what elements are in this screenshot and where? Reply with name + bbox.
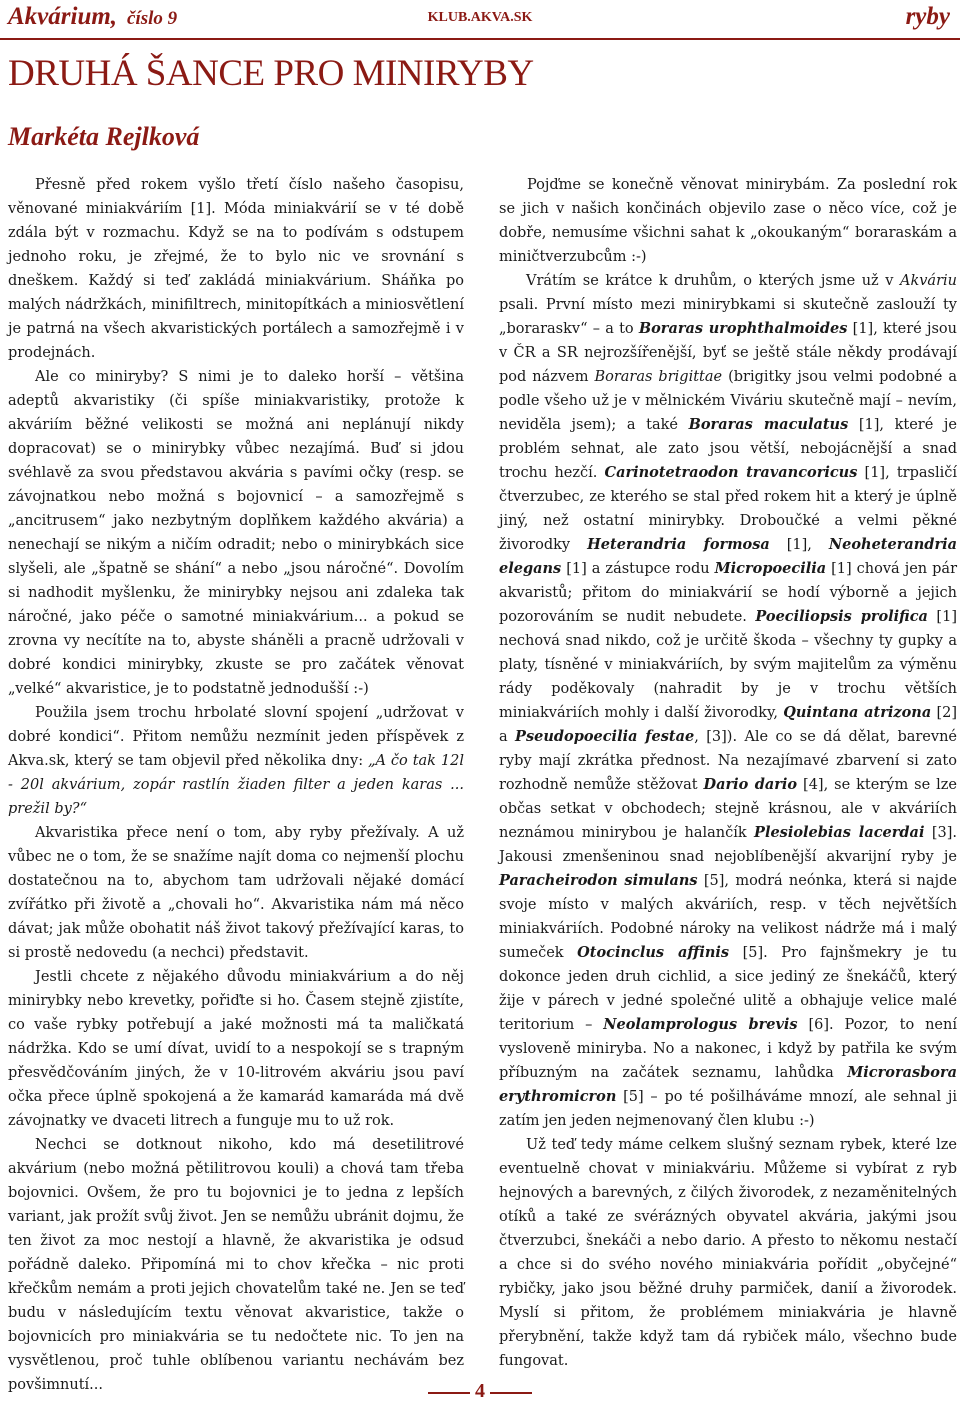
paragraph-text: [5]. Pro fajnšmekry je tu dokonce jeden druh cichlid, a sice jediný ze šnekáčů, který žije v párech v jedné společné ulitě a obhajuje velice malé teritorium – (499, 945, 957, 1033)
issue-number: číslo 9 (127, 8, 178, 29)
paragraph-text: psali. První místo mezi minirybkami si skutečně zaslouží ty „boraraskv“ – a to (499, 297, 957, 337)
paragraph-text: (brigitky jsou velmi podobné a podle všeho už je v mělnickém Viváriu skutečně mají – nevím, neviděla jsem); a také (499, 369, 957, 433)
species-name: Boraras brigittae (594, 369, 723, 385)
header-divider (0, 38, 960, 40)
paragraph: Ale co miniryby? S nimi je to daleko horší – většina adeptů akvaristiky (či spíše miniakvaristiky, protože k akváriím běžné velikosti se možná ani neplánují nikdy dopracovat) se o minirybky vůbec nezajímá. Buď si jdou svéhlavě za svou představou akvária s pavími očky (resp. se závojnatkou nebo možná s bojovnicí – a samozřejmě s „ancitrusem“ jako nezbytným doplňkem každého akvária) a nenechají se nikým a ničím odradit; nebo o minirybkách sice slyšeli, ale „špatně se shání“ a nebo „jsou náročné“. Dovolím si nadhodit myšlenku, že minirybky nejsou ani zdaleka tak náročné, jako péče o samotné miniakvárium... a pokud se zrovna vy necítíte na to, abyste sháněli a pracně udržovali v dobré kondici minirybky, zkuste se pro začátek věnovat „velké“ akvaristice, je to podstatně jednodušší :-) (8, 369, 464, 697)
species-name: Microrasbora erythromicron (499, 1064, 957, 1105)
paragraph-text: [1], které je problém sehnat, ale zato jsou větší, nebojácnější a snad trochu hezčí. (499, 417, 958, 481)
species-name: Boraras urophthalmoides (638, 320, 848, 337)
paragraph-text: [5] – po té pošilháváme mnozí, ale sehnal ji zatím jen jeden nejmenovaný člen klubu :-) (499, 1089, 957, 1129)
paragraph-text: , [3]). Ale co se dá dělat, barevné ryby mají zkrátka přednost. Na nezajímavé zbarvení si zato rozhodně nemůže stěžovat (499, 729, 957, 793)
site-link[interactable]: KLUB.AKVA.SK (427, 10, 533, 25)
species-name: Otocinclus affinis (577, 944, 730, 961)
species-name: Plesiolebias lacerdai (754, 824, 925, 841)
species-name: Micropoecilia (714, 560, 827, 577)
species-name: Poeciliopsis prolifica (755, 608, 928, 625)
magazine-reference: Akváriu (899, 273, 957, 289)
paragraph-text: [3]. Jakousi zmenšeninou snad nejoblíbenější akvarijní ryby je (499, 825, 958, 865)
species-name: Carinotetraodon travancoricus (604, 464, 858, 481)
paragraph: Pojďme se konečně věnovat minirybám. Za poslední rok se jich v našich končinách objevilo zase o něco více, což je dobře, nemusíme všichni sahat k „okoukaným“ boraraskám a miničtverzubcům :-) (499, 177, 957, 265)
paragraph: Už teď tedy máme celkem slušný seznam rybek, které lze eventuelně chovat v miniakváriu. Můžeme si vybírat z ryb hejnových a barevných, z čilých živorodek, z nezaměnitelných otíků a také ze svérázných obyvatel akvária, jakými jsou čtverzubci, šnekáči a nebo dario. A přesto to někomu nestačí a chce si do svého nového miniakvária pořídit „obyčejné“ rybičky, jako jsou běžné druhy parmiček, danií a živorodek. Myslí si přitom, že problémem miniakvária je hlavně přerybnění, takže když tam dá rybiček málo, všechno bude fungovat. (499, 1137, 957, 1369)
paragraph-text: [1], trpasličí čtverzubec, ze kterého se stal před rokem hit a který je úplně jiný, než ostatní minirybky. Droboučké a velmi pěkné živorodky (499, 465, 958, 553)
species-name: Dario dario (703, 776, 798, 793)
species-name: Neolamprologus brevis (603, 1016, 798, 1033)
paragraph-text: [6]. Pozor, to není vysloveně miniryba. No a nakonec, i když by patřila ke svým příbuzným na začátek seznamu, lahůdka (499, 1017, 957, 1081)
left-column (8, 173, 464, 1397)
paragraph: Přesně před rokem vyšlo třetí číslo našeho časopisu, věnované miniakváriím [1]. Móda miniakvárií se v té době zdála být v rozmachu. Když se na to podívám s odstupem jednoho roku, je zřejmé, že to bylo nic ve srovnání s dneškem. Každý si teď zakládá miniakvárium. Sháňka po malých nádržkách, minifiltrech, minitopítkách a miniosvětlení je patrná na všech akvaristických portálech a samozřejmě i v prodejnách. (8, 177, 464, 361)
forum-quote: „A čo tak 12l - 20l akvárium, zopár rastlín žiaden filter a jeden karas ... prežil by?“ (8, 753, 464, 817)
article-author: Markéta Rejlková (8, 122, 200, 151)
page-footer (0, 1380, 960, 1402)
paragraph-text: [5], modrá neónka, která si najde svoje místo v malých akváriích, resp. v těch největších miniakváriích. Podobné nároky na velikost nádrže má i malý sumeček (499, 873, 957, 961)
paragraph: Akvaristika přece není o tom, aby ryby přežívaly. A už vůbec ne o tom, že se snažíme najít doma co nejmenší plochu dostatečnou na to, abychom tam udržovali nějaké domácí zvířátko při životě a „chovali ho“. Akvaristika nám má něco dávat; jak může obohatit náš život takový přežívající karas, to si prostě nedovedu (a nechci) představit. (8, 825, 464, 961)
paragraph: Nechci se dotknout nikoho, kdo má desetilitrové akvárium (nebo možná pětilitrovou kouli) a chová tam třeba bojovnici. Ovšem, že pro tu bojovnici je to jedna z lepších variant, jak prožít svůj život. Jen se nemůžu ubránit dojmu, že ten život za moc nestojí a hlavně, že akvaristika je odsud pořádně daleko. Připomíná mi to chov křečka – nic proti křečkům nemám a proti jejich chovatelům také ne. Jen se teď budu v následujícím textu věnovat akvaristice, takže o bojovnicích pro miniakvária se tu nedočtete nic. To jen na vysvětlenou, proč tuhle oblíbenou variantu nechávám bez povšimnutí... (8, 1137, 464, 1393)
article-title: DRUHÁ ŠANCE PRO MINIRYBY (8, 53, 534, 94)
paragraph-text: [2] a (499, 705, 957, 745)
footer-rule-left (428, 1392, 470, 1394)
paragraph-text: [1] a zástupce rodu (561, 561, 715, 577)
paragraph (8, 701, 464, 821)
magazine-name: Akvárium, (8, 3, 118, 30)
species-name: Quintana atrizona (783, 704, 932, 721)
page-header (0, 0, 960, 40)
paragraph-text: [1], které jsou v ČR a SR nejrozšířenější, byť se ještě stále někdy prodávají pod názvem (499, 321, 957, 385)
paragraph-text: [1] nechová snad nikdo, což je určitě škoda – všechny ty gupky a platy, tísněné v miniakváriích, by svým majitelům za výměnu rády poděkovaly (nahradit by je v trochu větších miniakváriích mohly i další živorodky, (499, 609, 957, 721)
paragraph-text: [4], se kterým se lze občas setkat v obchodech; stejně krásnou, ale v akváriích neznámou minirybou je halančík (499, 777, 957, 841)
paragraph-text: Použila jsem trochu hrbolaté slovní spojení „udržovat v dobré kondici“. Přitom nemůžu nezmínit jeden příspěvek z Akva.sk, který se tam objevil před několika dny: (8, 705, 464, 769)
species-name: Pseudopoecilia festae (515, 728, 695, 745)
section-name: ryby (905, 3, 950, 30)
right-column (499, 173, 957, 1373)
footer-rule-right (490, 1392, 532, 1394)
page-number: 4 (475, 1380, 485, 1402)
species-name: Paracheirodon simulans (499, 872, 698, 889)
paragraph-text: [1] chová jen pár akvaristů; přitom do miniakvárií se hodí výborně a jejich pozorováním se nudit nebudete. (499, 561, 958, 625)
species-name: Heterandria formosa (587, 536, 770, 553)
paragraph-text: [1], (769, 537, 829, 553)
paragraph (499, 269, 957, 1133)
species-name: Boraras maculatus (688, 416, 849, 433)
paragraph: Jestli chcete z nějakého důvodu miniakvárium a do něj minirybky nebo krevetky, pořiďte si ho. Časem stejně zjistíte, co vaše rybky potřebují a jaké možnosti má ta maličkatá nádržka. Kdo se umí dívat, uvidí to a nespokojí se s trapným přesvědčováním jiných, že v 10-litrovém akváriu jsou paví očka přece úplně spokojená a že kamarád kamaráda má dvě závojnatky ve dvaceti litrech a funguje mu to už rok. (8, 969, 464, 1129)
species-name: Neoheterandria elegans (499, 536, 957, 577)
paragraph-text: Vrátím se krátce k druhům, o kterých jsme už v (526, 273, 900, 289)
